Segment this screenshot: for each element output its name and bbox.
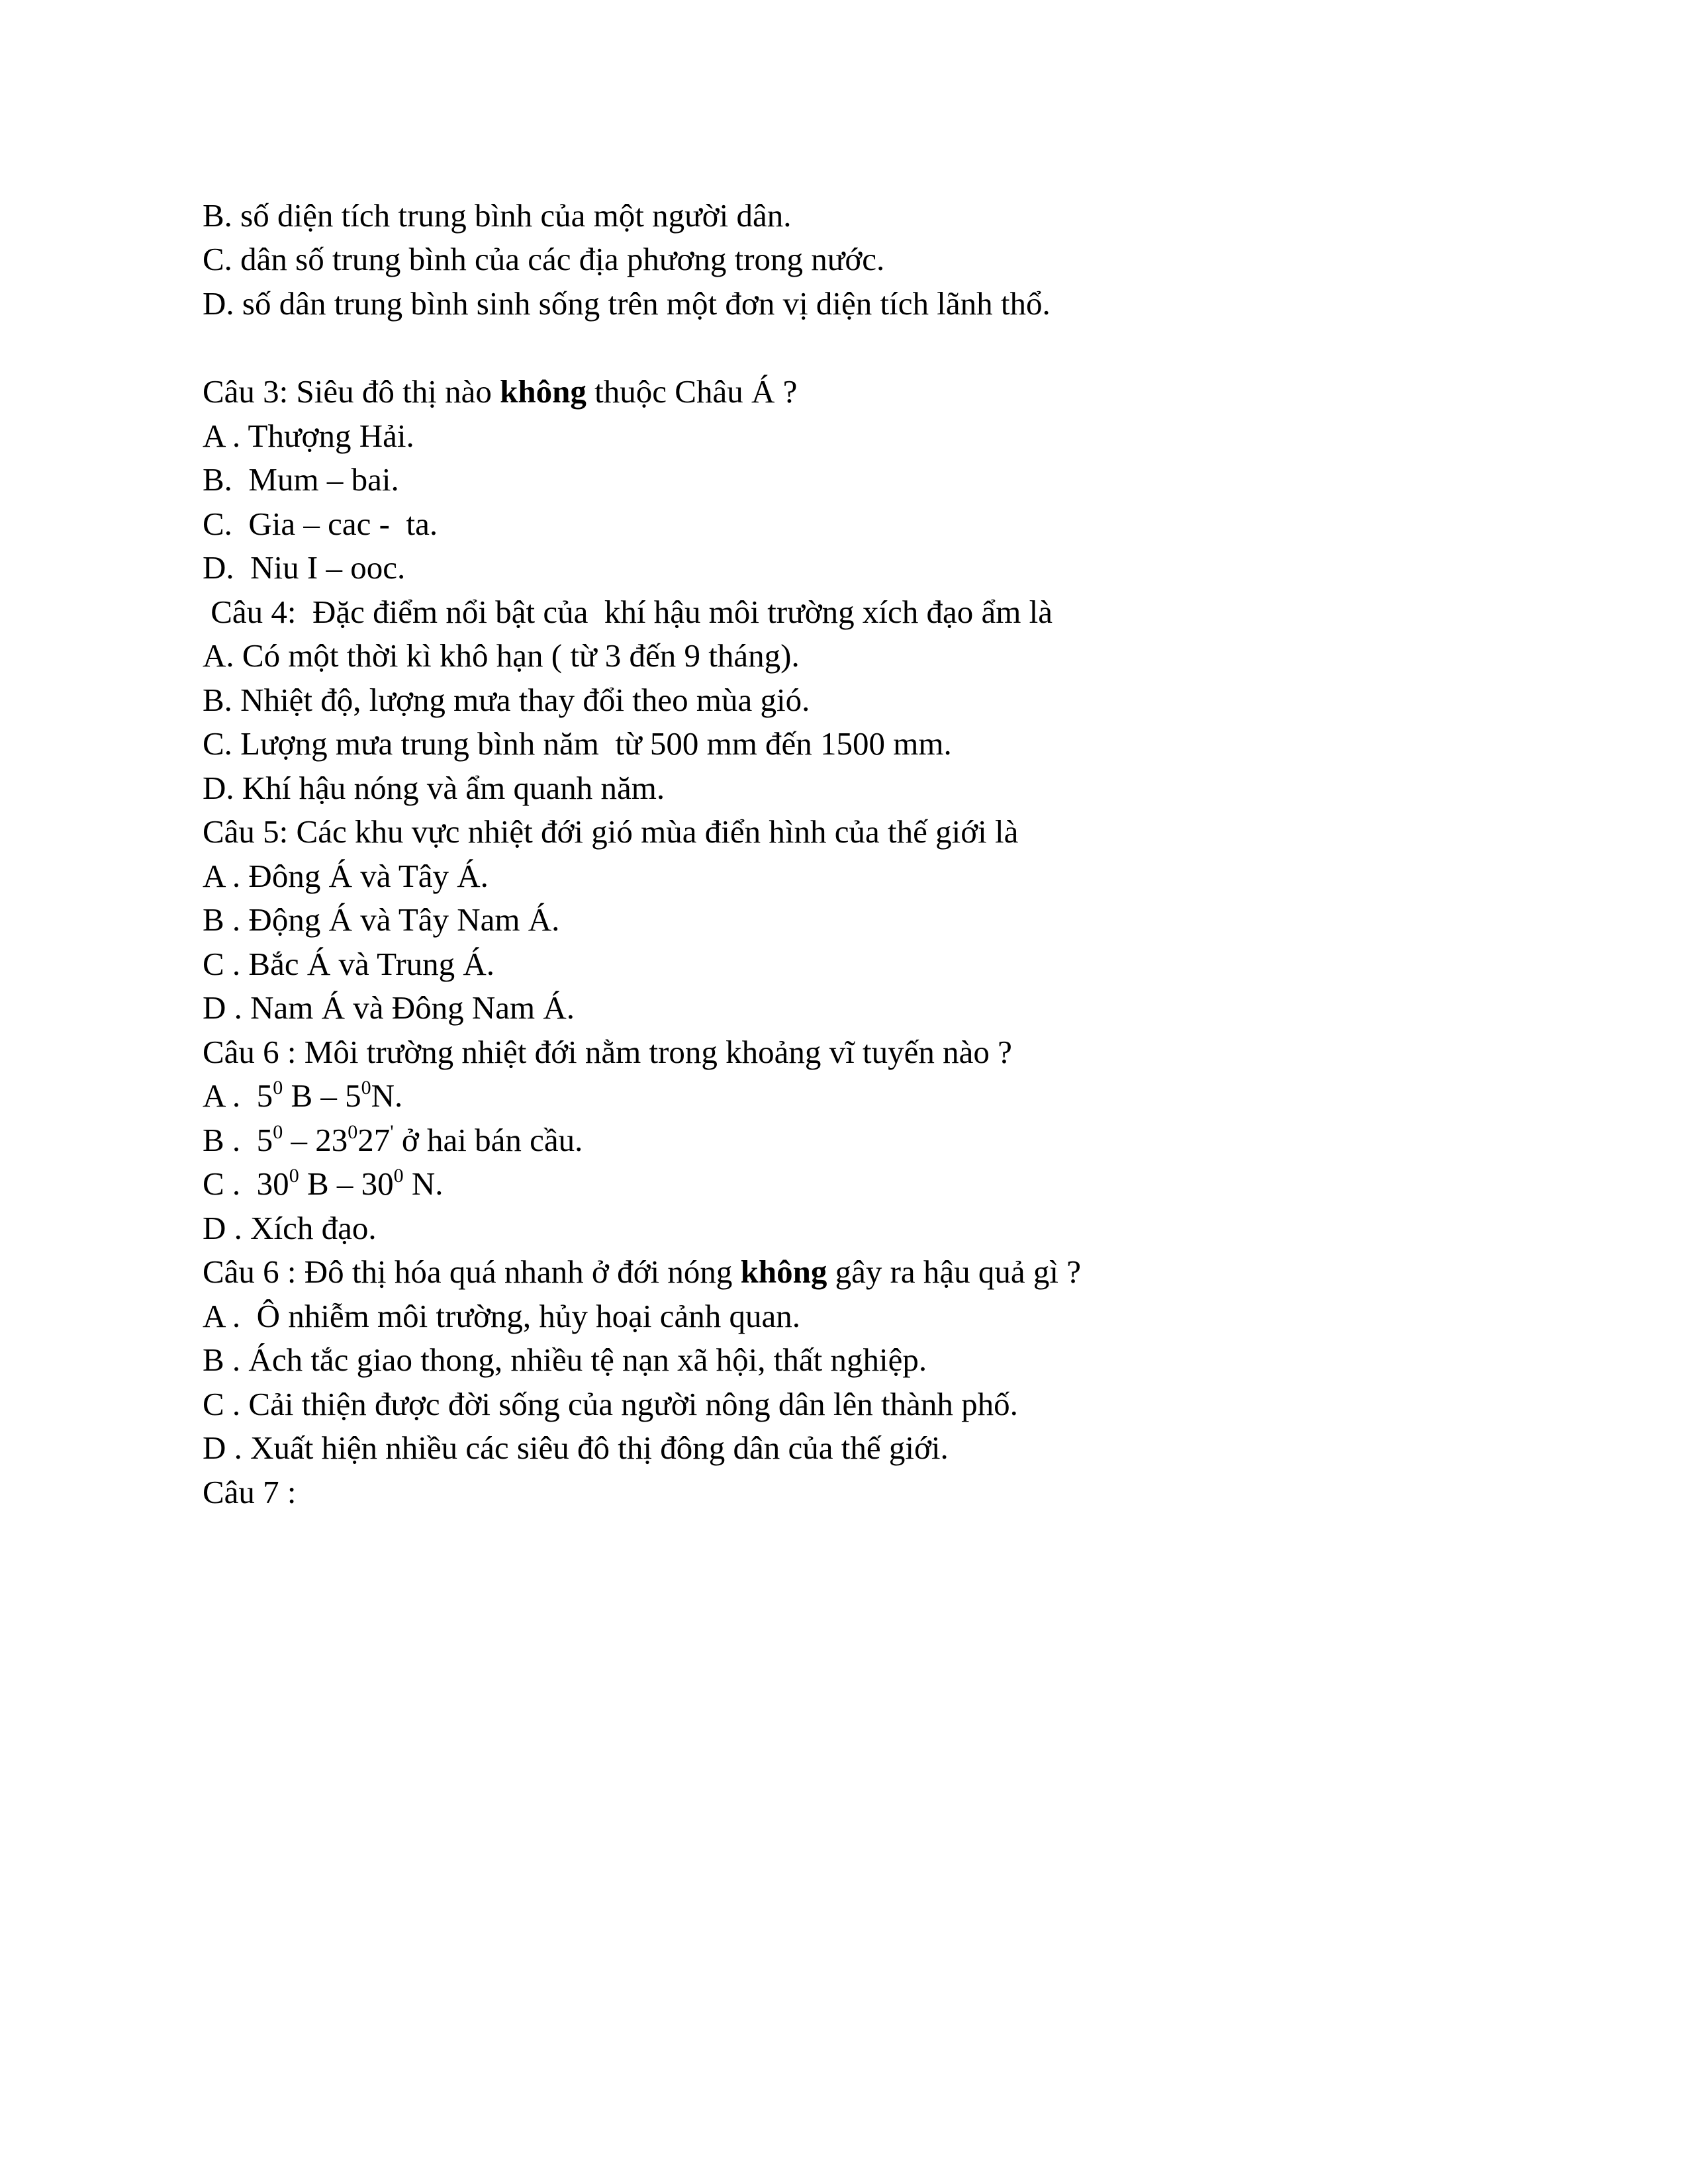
q5-option-a: A . Đông Á và Tây Á. [203, 858, 489, 894]
q3-option-b: B. Mum – bai. [203, 461, 399, 498]
q6a-option-a: A . $5^0$ B – $5^0N$. [203, 1076, 403, 1114]
prev-option-d: D. số dân trung bình sinh sống trên một đơn vị diện tích lãnh thổ. [203, 285, 1051, 322]
question-3-suffix: thuộc Châu Á ? [586, 373, 798, 410]
question-6b-bold: không [740, 1253, 827, 1290]
prev-option-c: C. dân số trung bình của các địa phương trong nước. [203, 241, 885, 277]
question-6-latitude: Câu 6 : Môi trường nhiệt đới nằm trong khoảng vĩ tuyến nào ? [203, 1034, 1012, 1070]
q5-option-d: D . Nam Á và Đông Nam Á. [203, 989, 575, 1026]
question-3 [203, 373, 797, 410]
question-7: Câu 7 : [203, 1474, 297, 1510]
q4-option-b: B. Nhiệt độ, lượng mưa thay đổi theo mùa gió. [203, 682, 810, 718]
q6b-option-a: A . Ô nhiễm môi trường, hủy hoại cảnh quan. [203, 1298, 801, 1334]
question-3-prefix: Câu 3: Siêu đô thị nào [203, 373, 500, 410]
q6a-option-d: D . Xích đạo. [203, 1210, 377, 1246]
q3-option-c: C. Gia – cac - ta. [203, 506, 438, 542]
q3-option-d: D. Niu I – ooc. [203, 549, 406, 586]
question-3-bold: không [500, 373, 586, 410]
q6b-option-b: B . Ách tắc giao thong, nhiều tệ nạn xã hội, thất nghiệp. [203, 1342, 927, 1378]
q3-option-a: A . Thượng Hải. [203, 418, 414, 454]
question-4: Câu 4: Đặc điểm nổi bật của khí hậu môi trường xích đạo ẩm là [203, 594, 1053, 630]
q5-option-c: C . Bắc Á và Trung Á. [203, 946, 495, 982]
q4-option-d: D. Khí hậu nóng và ẩm quanh năm. [203, 770, 665, 806]
q4-option-a: A. Có một thời kì khô hạn ( từ 3 đến 9 tháng). [203, 637, 800, 674]
question-6-urbanization [203, 1253, 1081, 1291]
question-6b-suffix: gây ra hậu quả gì ? [827, 1253, 1082, 1290]
q4-option-c: C. Lượng mưa trung bình năm từ 500 mm đến 1500 mm. [203, 725, 952, 762]
q6a-option-c: C . $30^0$ B – $30^0$ N. [203, 1164, 444, 1202]
q6b-option-c: C . Cải thiện được đời sống của người nông dân lên thành phố. [203, 1386, 1018, 1422]
q5-option-b: B . Động Á và Tây Nam Á. [203, 901, 560, 938]
question-5: Câu 5: Các khu vực nhiệt đới gió mùa điển hình của thế giới là [203, 813, 1019, 850]
q6b-option-d: D . Xuất hiện nhiều các siêu đô thị đông dân của thế giới. [203, 1430, 949, 1466]
q6a-option-b: B . $5^0 - 23^027'$ ở hai bán cầu. [203, 1120, 583, 1158]
question-6b-prefix: Câu 6 : Đô thị hóa quá nhanh ở đới nóng [203, 1253, 741, 1290]
prev-option-b: B. số diện tích trung bình của một người dân. [203, 197, 792, 234]
